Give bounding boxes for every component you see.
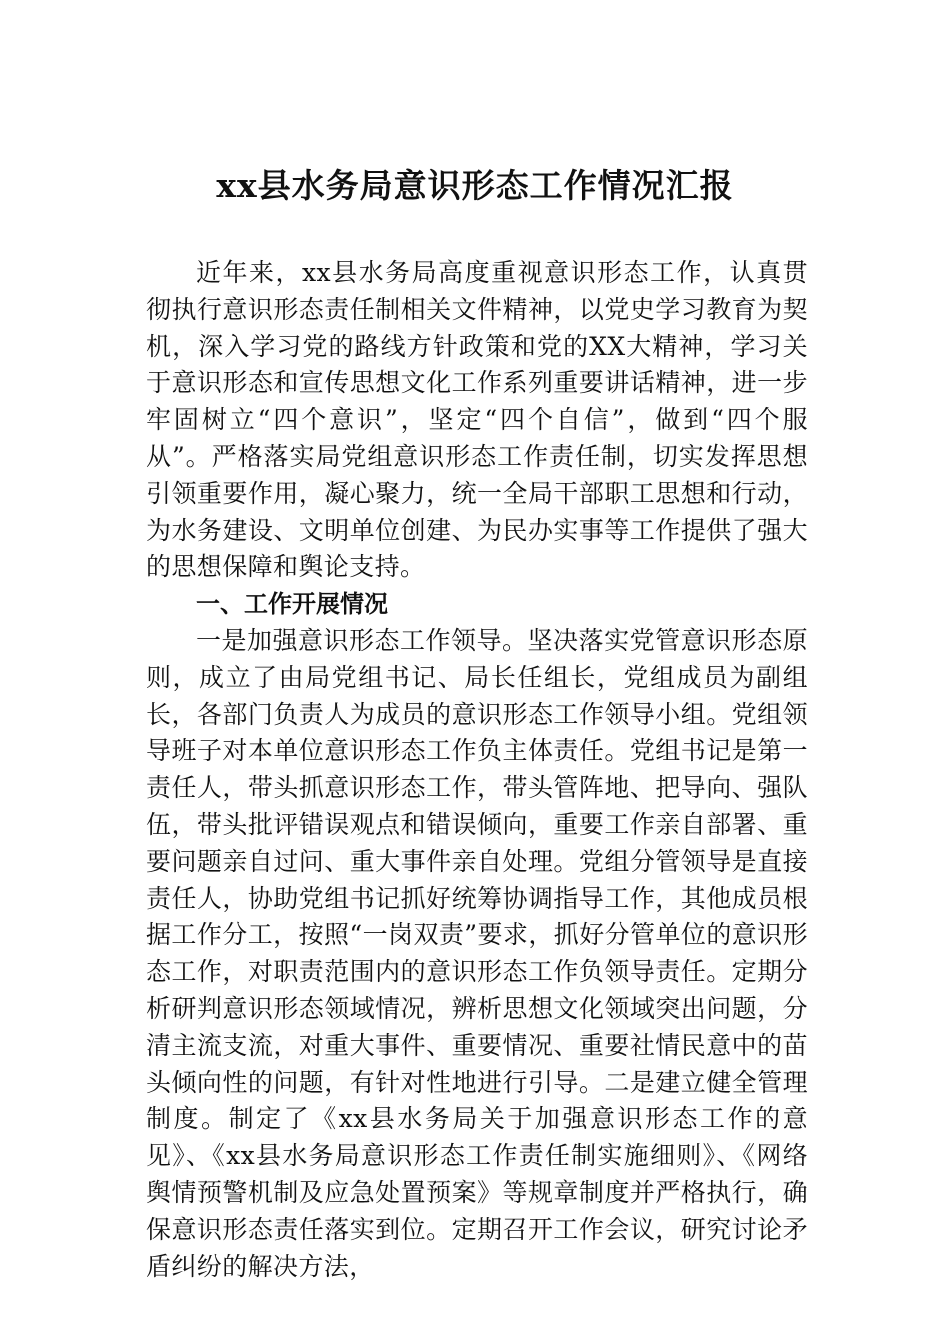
section-paragraph: 一是加强意识形态工作领导。坚决落实党管意识形态原则，成立了由局党组书记、局长任组长，党组成员为副组长，各部门负责人为成员的意识形态工作领导小组。党组领导班子对本单位意识形态工作负主体责任。党组书记是第一责任人，带头抓意识形态工作，带头管阵地、把导向、强队伍，带头批评错误观点和错误倾向，重要工作亲自部署、重要问题亲自过问、重大事件亲自处理。党组分管领导是直接责任人，协助党组书记抓好统筹协调指导工作，其他成员根据工作分工，按照“一岗双责”要求，抓好分管单位的意识形态工作，对职责范围内的意识形态工作负领导责任。定期分析研判意识形态领域情况，辨析思想文化领域突出问题，分清主流支流，对重大事件、重要情况、重要社情民意中的苗头倾向性的问题，有针对性地进行引导。二是建立健全管理制度。制定了《xx县水务局关于加强意识形态工作的意见》、《xx县水务局意识形态工作责任制实施细则》、《网络舆情预警机制及应急处置预案》等规章制度并严格执行，确保意识形态责任落实到位。定期召开工作会议，研究讨论矛盾纠纷的解决方法，	[146, 625, 808, 1281]
intro-paragraph: 近年来，xx县水务局高度重视意识形态工作，认真贯彻执行意识形态责任制相关文件精神，以党史学习教育为契机，深入学习党的路线方针政策和党的XX大精神，学习关于意识形态和宣传思想文化工作系列重要讲话精神，进一步牢固树立“四个意识”，坚定“四个自信”，做到“四个服从”。严格落实局党组意识形态工作责任制，切实发挥思想引领重要作用，凝心聚力，统一全局干部职工思想和行动，为水务建设、文明单位创建、为民办实事等工作提供了强大的思想保障和舆论支持。	[146, 258, 808, 582]
document-title: xx县水务局意识形态工作情况汇报	[216, 166, 734, 205]
section-heading: 一、工作开展情况	[196, 590, 388, 619]
document-body	[146, 255, 808, 1285]
